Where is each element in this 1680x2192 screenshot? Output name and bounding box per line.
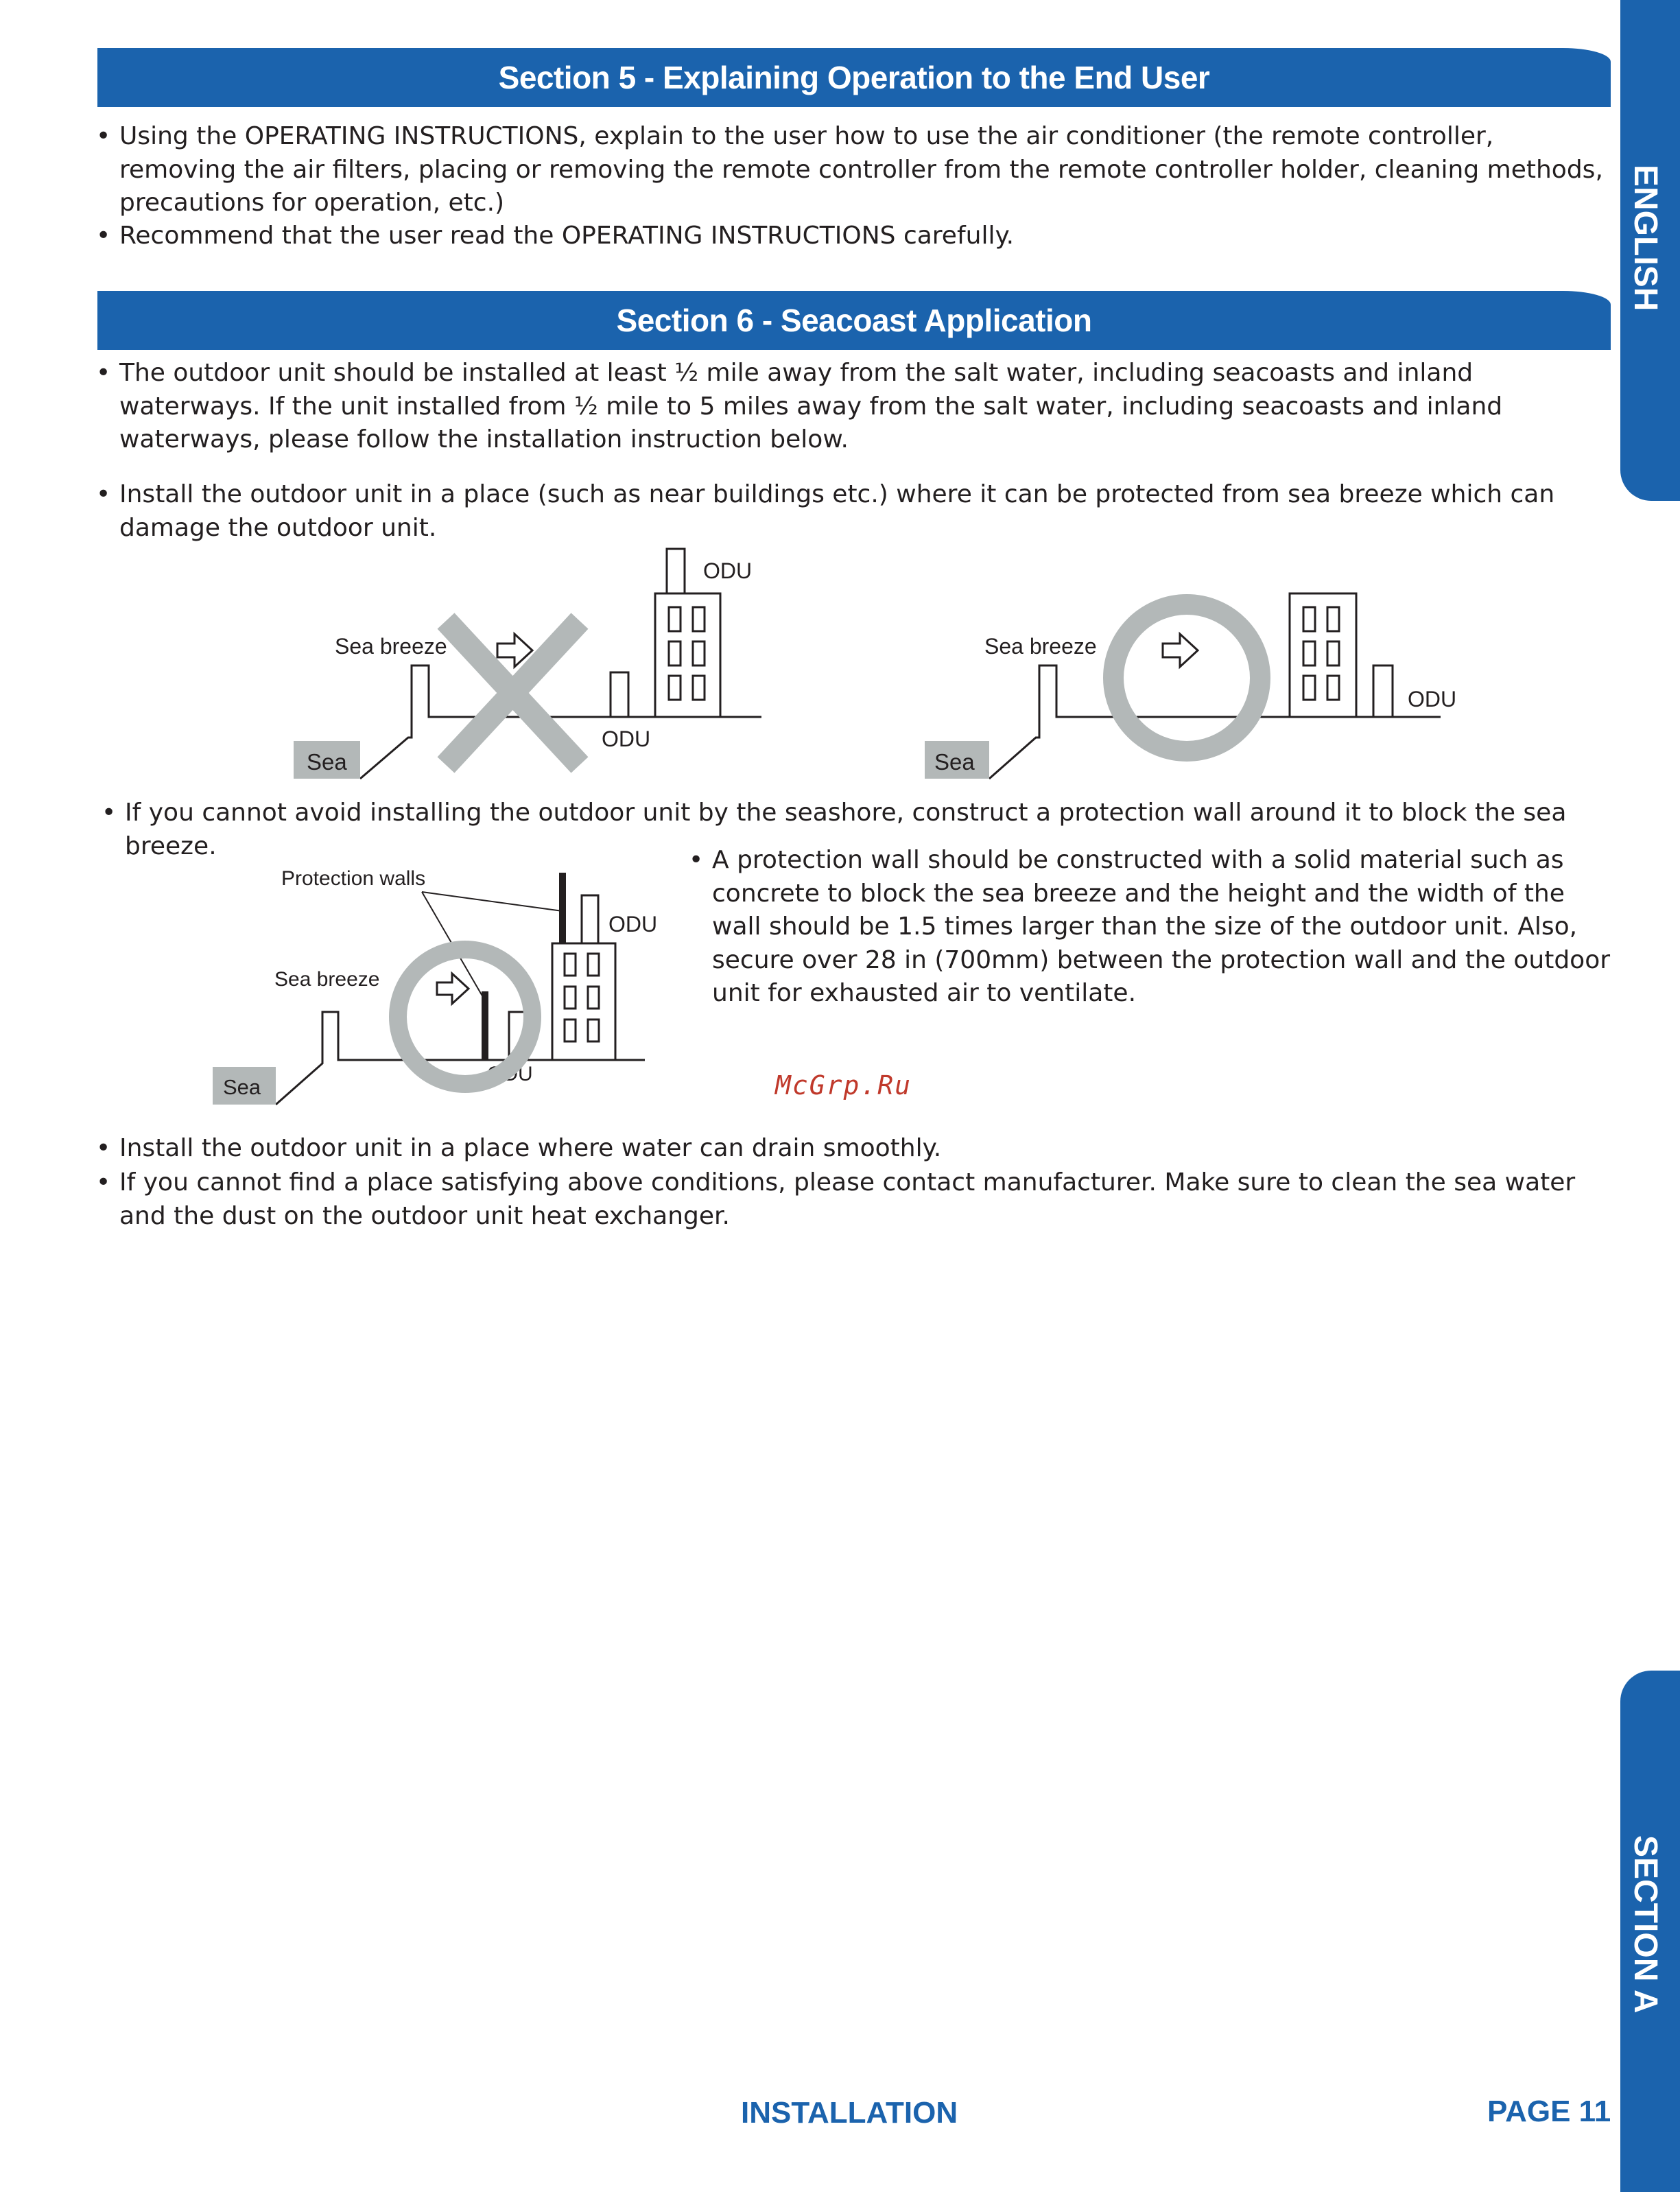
- diagram-protection-walls: [206, 858, 686, 1118]
- odu-label-rooftop: ODU: [703, 558, 753, 583]
- sea-label: Sea: [934, 749, 975, 775]
- list-item: • If you cannot find a place satisfying above conditions, please contact manufacturer. Make sure to clean the sea water and the dust on the outdoor unit heat exchanger.: [119, 1166, 1608, 1233]
- section6-bullet-5: Install the outdoor unit in a place where water can drain smoothly.: [119, 1134, 942, 1162]
- list-item: • Install the outdoor unit in a place (such as near buildings etc.) where it can be protected from sea breeze which can damage the outdoor unit.: [119, 478, 1574, 545]
- building: [655, 593, 720, 717]
- watermark: McGrp.Ru: [775, 1070, 912, 1100]
- building: [552, 943, 615, 1060]
- wind-arrow-icon: [1163, 634, 1198, 667]
- odu-ground-unit: [611, 672, 628, 717]
- odu-rooftop-unit: [667, 549, 685, 593]
- diagram-correct-placement: [919, 542, 1482, 789]
- section5-title: Section 5 - Explaining Operation to the End User: [498, 60, 1210, 95]
- tab-section-a: [1620, 1671, 1680, 2192]
- wind-arrow-icon: [437, 974, 469, 1004]
- protection-wall-ground: [482, 991, 488, 1060]
- footer-page-number: PAGE 11: [1487, 2095, 1611, 2128]
- list-item: • A protection wall should be constructed with a solid material such as concrete to block the sea breeze and the height and the width of the wall should be 1.5 times larger than the size of the outdoor unit. Also, secure over 28 in (700mm) between the protection wall and the outdoor unit for exhausted air to ventilate.: [712, 844, 1611, 1011]
- section5-bullet-2: Recommend that the user read the OPERATING INSTRUCTIONS carefully.: [119, 222, 1015, 250]
- odu-label-ground: ODU: [602, 727, 651, 751]
- tab-english: [1620, 0, 1680, 501]
- odu-label: ODU: [1408, 687, 1457, 711]
- list-item: • The outdoor unit should be installed at least ½ mile away from the salt water, including seacoasts and inland waterways. If the unit installed from ½ mile to 5 miles away from the salt water, including seacoasts and inland waterways, please follow the installation instruction below.: [119, 357, 1608, 457]
- correct-o-icon: [398, 950, 532, 1084]
- leader-line: [422, 892, 563, 911]
- diagram-wrong-placement: [288, 542, 768, 789]
- protection-walls-label: Protection walls: [281, 867, 426, 890]
- section6-bullet-2: Install the outdoor unit in a place (such as near buildings etc.) where it can be protected from sea breeze which can damage the outdoor unit.: [119, 480, 1555, 542]
- sea-label: Sea: [223, 1075, 261, 1099]
- section6-banner: [97, 291, 1611, 350]
- section6-title: Section 6 - Seacoast Application: [616, 303, 1092, 338]
- section5-bullet-1: Using the OPERATING INSTRUCTIONS, explain to the user how to use the air conditioner (the remote controller, removing the air filters, placing or removing the remote controller from the remote controller holder, cleaning methods, precautions for operation, etc.): [119, 122, 1603, 217]
- odu-label-ground: ODU: [487, 1063, 533, 1085]
- sea-label: Sea: [307, 749, 347, 775]
- section6-bullet-4: A protection wall should be constructed with a solid material such as concrete to block the sea breeze and the height and the width of the wall should be 1.5 times larger than the size of the outdoor unit. Also, secure over 28 in (700mm) between the protection wall and the outdoor unit for exhausted air to ventilate.: [712, 846, 1611, 1007]
- odu-unit: [1373, 665, 1393, 717]
- list-item: • Recommend that the user read the OPERATING INSTRUCTIONS carefully.: [119, 220, 1608, 253]
- correct-o-icon: [1113, 604, 1260, 751]
- sea-breeze-label: Sea breeze: [984, 634, 1097, 659]
- section6-bullet-1: The outdoor unit should be installed at least ½ mile away from the salt water, including seacoasts and inland waterways. If the unit installed from ½ mile to 5 miles away from the salt water, including seacoasts and inland waterways, please follow the installation instruction below.: [119, 359, 1503, 453]
- footer-installation: INSTALLATION: [741, 2096, 958, 2130]
- sea-breeze-label: Sea breeze: [335, 634, 447, 659]
- sea-breeze-label: Sea breeze: [274, 968, 380, 991]
- list-item: • Using the OPERATING INSTRUCTIONS, explain to the user how to use the air conditioner (the remote controller, removing the air filters, placing or removing the remote controller from the remote controller holder, cleaning methods, precautions for operation, etc.): [119, 120, 1608, 220]
- tab-section-a-label: SECTION A: [1627, 1835, 1664, 2014]
- protection-wall-rooftop: [559, 873, 566, 943]
- list-item: • Install the outdoor unit in a place where water can drain smoothly.: [119, 1132, 1608, 1166]
- odu-label-rooftop: ODU: [608, 912, 658, 936]
- section5-banner: [97, 48, 1611, 107]
- section6-bullet-6: If you cannot find a place satisfying above conditions, please contact manufacturer. Make sure to clean the sea water and the dust on the outdoor unit heat exchanger.: [119, 1168, 1576, 1230]
- section6-bullet-3: If you cannot avoid installing the outdoor unit by the seashore, construct a protection wall around it to block the sea breeze.: [125, 799, 1567, 860]
- odu-rooftop-unit: [582, 895, 598, 943]
- list-item: • If you cannot avoid installing the outdoor unit by the seashore, construct a protection wall around it to block the sea breeze.: [125, 797, 1613, 863]
- building: [1290, 593, 1356, 717]
- tab-english-label: ENGLISH: [1627, 165, 1664, 311]
